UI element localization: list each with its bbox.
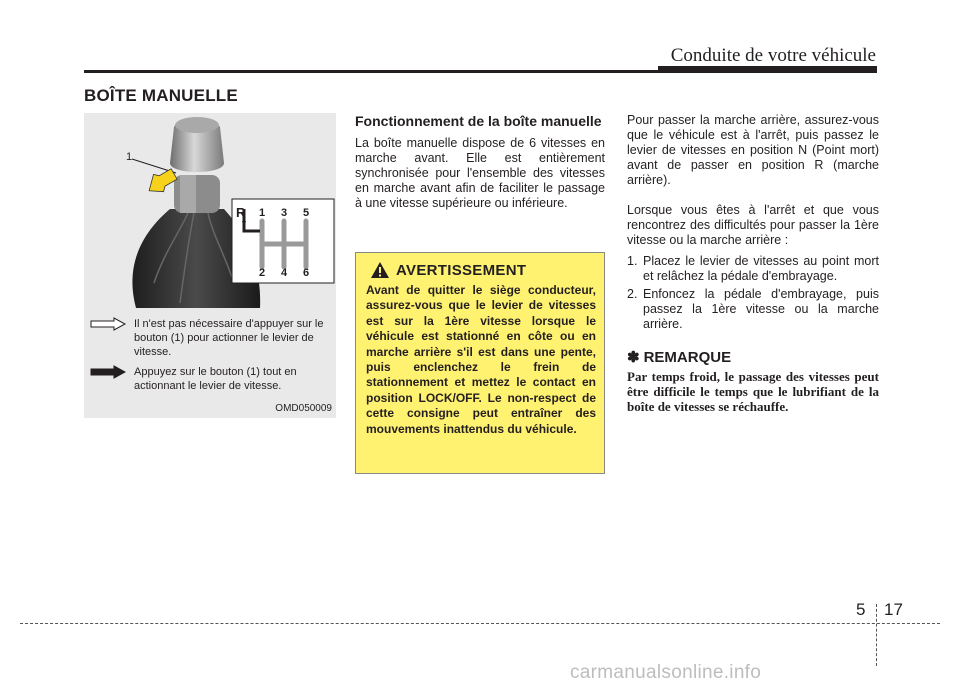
figure-code: OMD050009 (275, 403, 332, 414)
gear-label-2: 2 (259, 267, 266, 279)
header-title: Conduite de votre véhicule (670, 45, 876, 66)
operation-title: Fonctionnement de la boîte manuelle (355, 113, 602, 129)
step-number: 1. (627, 254, 638, 268)
remark-text: Par temps froid, le passage des vitesses peut être difficile le temps que le lubrifiant de la boîte de vitesses se réchauffe. (627, 369, 879, 414)
warning-box (355, 252, 605, 474)
step-text: Placez le levier de vitesses au point mort et relâchez la pédale d'embrayage. (643, 254, 879, 283)
callout-label: 1 (126, 151, 133, 163)
step-text: Enfoncez la pédale d'embrayage, puis passez la 1ère vitesse ou la marche arrière. (643, 287, 879, 331)
gear-label-r: R (236, 205, 246, 220)
reverse-para-2: Lorsque vous êtes à l'arrêt et que vous rencontrez des difficultés pour passer la 1ère vitesse ou la marche arrière : (627, 203, 879, 247)
outline-arrow-icon (90, 317, 126, 331)
filled-arrow-icon (90, 365, 126, 379)
page-number: 17 (884, 600, 903, 619)
warning-title: AVERTISSEMENT (396, 261, 527, 279)
warning-header (370, 261, 596, 279)
footer-rule (20, 623, 940, 624)
list-item (627, 287, 879, 332)
warning-triangle-icon (370, 261, 390, 279)
list-item (627, 254, 879, 284)
gear-label-5: 5 (303, 207, 310, 219)
step-number: 2. (627, 287, 638, 301)
operation-body: La boîte manuelle dispose de 6 vitesses en marche avant. Elle est entièrement synchronisée pour l'ensemble des vitesses en marche avant afin de faciliter le passage à une vitesse supérieure ou inférieure. (355, 136, 605, 210)
operation-section (355, 113, 605, 211)
reverse-para-1: Pour passer la marche arrière, assurez-vous que le véhicule est à l'arrêt, puis passez le levier de vitesses en position N (Point mort) avant de passer en position R (marche arrière). (627, 113, 879, 187)
section-title: BOÎTE MANUELLE (84, 86, 238, 105)
figure-note-1 (84, 317, 336, 359)
figure-box (84, 113, 336, 418)
gear-label-6: 6 (303, 267, 310, 279)
figure-note-2 (84, 365, 336, 393)
note-2-text: Appuyez sur le bouton (1) tout en actionnant le levier de vitesse. (134, 366, 297, 392)
gear-label-4: 4 (281, 267, 288, 279)
reverse-section (627, 113, 879, 414)
remark-mark-icon: ✽ (627, 349, 640, 366)
note-1-text: Il n'est pas nécessaire d'appuyer sur le bouton (1) pour actionner le levier de vitesse. (134, 318, 324, 358)
header-rule-accent (658, 66, 877, 73)
page-chapter: 5 (856, 600, 866, 619)
remark-title-text: REMARQUE (643, 348, 732, 366)
reverse-steps (627, 254, 879, 332)
remark-title (627, 348, 879, 366)
gear-label-1: 1 (259, 207, 266, 219)
footer-divider (876, 604, 877, 666)
warning-text: Avant de quitter le siège conducteur, assurez-vous que le levier de vitesses est sur la 1ère vitesse lorsque le véhicule est stationné en côte ou en marche arrière s'il est dans une pente, puis enclenchez le frein de stationnement et mettez le contact en position LOCK/OFF. Le non-respect de cette consigne peut entraîner des mouvements inattendus du véhicule. (366, 283, 596, 436)
gear-label-3: 3 (281, 207, 288, 219)
watermark: carmanualsonline.info (570, 662, 762, 683)
